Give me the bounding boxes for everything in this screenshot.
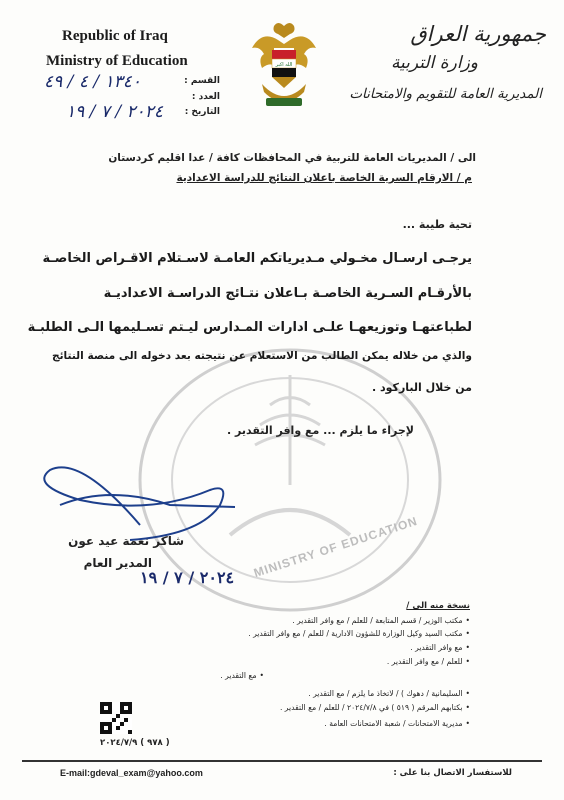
footer-email: E-mail:gdeval_exam@yahoo.com: [60, 768, 203, 778]
cc-item: • مع وافر التقدير .: [410, 643, 470, 652]
cc-item: • مديرية الامتحانات / شعبة الامتحانات العامة .: [324, 719, 470, 728]
signer-name: شاكر نعمة عيد عون: [68, 534, 184, 548]
greeting: تحية طيبة ...: [402, 218, 472, 231]
country-name: Republic of Iraq: [62, 28, 168, 44]
seal-text: MINISTRY OF EDUCATION: [252, 513, 420, 581]
body-line-2: بالأرقـام السـرية الخاصـة بـاعلان نتـائج الدراسـة الاعداديـة: [103, 286, 472, 301]
cc-item: • مع التقدير .: [220, 671, 264, 680]
qr-code-icon: [100, 702, 132, 734]
section-label: القسم :: [184, 76, 220, 86]
ministry-name: Ministry of Education: [46, 53, 188, 69]
body-line-5: من خلال الباركود .: [372, 381, 472, 394]
body-line-4: والذي من خلاله يمكن الطالب من الاستعلام عن نتيجته بعد دخوله الى منصة النتائج: [51, 350, 472, 362]
iraq-emblem-icon: [248, 18, 320, 116]
cc-item: • مكتب السيد وكيل الوزارة للشؤون الادارية / للعلم / مع وافر التقدير .: [248, 629, 470, 638]
signer-title: المدير العام: [83, 556, 152, 570]
date-label: التاريخ :: [184, 107, 220, 117]
ar-country-name: جمهورية العراق: [410, 22, 546, 46]
cc-item: • السليمانية / دهوك ) / لاتخاذ ما يلزم / مع التقدير .: [308, 689, 470, 698]
cc-item: • بكتابهم المرقم ( ٥١٩ ) في ٢٠٢٤/٧/٨ / للعلم / مع التقدير .: [280, 703, 470, 712]
body-line-1: يرجـى ارسـال مخـولي مـديرياتكم العامـة لاسـتلام الاقـراص الخاصـة: [42, 251, 472, 266]
cc-item: • مكتب الوزير / قسم المتابعة / للعلم / مع وافر التقدير .: [292, 616, 470, 625]
ar-ministry-name: وزارة التربية: [390, 53, 478, 73]
body-line-3: لطباعتهـا وتوزيعهـا علـى ادارات المـدارس ليـتم تسـليمها الـى الطلبـة: [27, 320, 472, 335]
recipient-line: الى / المديريات العامة للتربية في المحافظات كافة / عدا اقليم كردستان: [108, 152, 476, 164]
barcode-reference: ( ٩٧٨ ) ٢٠٢٤/٧/٩: [100, 738, 170, 748]
signature-date: ٢٠٢٤ / ٧ / ١٩: [140, 568, 235, 587]
cc-item: • للعلم / مع وافر التقدير .: [387, 657, 470, 666]
handwritten-date: ٢٠٢٤ / ٧ / ١٩: [66, 102, 164, 122]
handwritten-number: ١٣٤٠ / ٤ / ٤٩: [44, 72, 142, 92]
cc-heading: نسخة منه الى /: [406, 601, 470, 611]
signature-scribble: [20, 445, 250, 545]
footer-contact: للاستفسار الاتصال بنا على :: [393, 768, 512, 778]
footer-rule: [22, 760, 542, 762]
closing-line: لإجراء ما يلزم ... مع وافر التقدير .: [227, 424, 414, 437]
svg-text:الله اكبر: الله اكبر: [275, 62, 293, 68]
subject-line: م / الارقام السرية الخاصة باعلان النتائج للدراسة الاعدادية: [176, 172, 472, 184]
number-label: العدد :: [191, 92, 220, 102]
ar-directorate-name: المديرية العامة للتقويم والامتحانات: [349, 86, 542, 102]
